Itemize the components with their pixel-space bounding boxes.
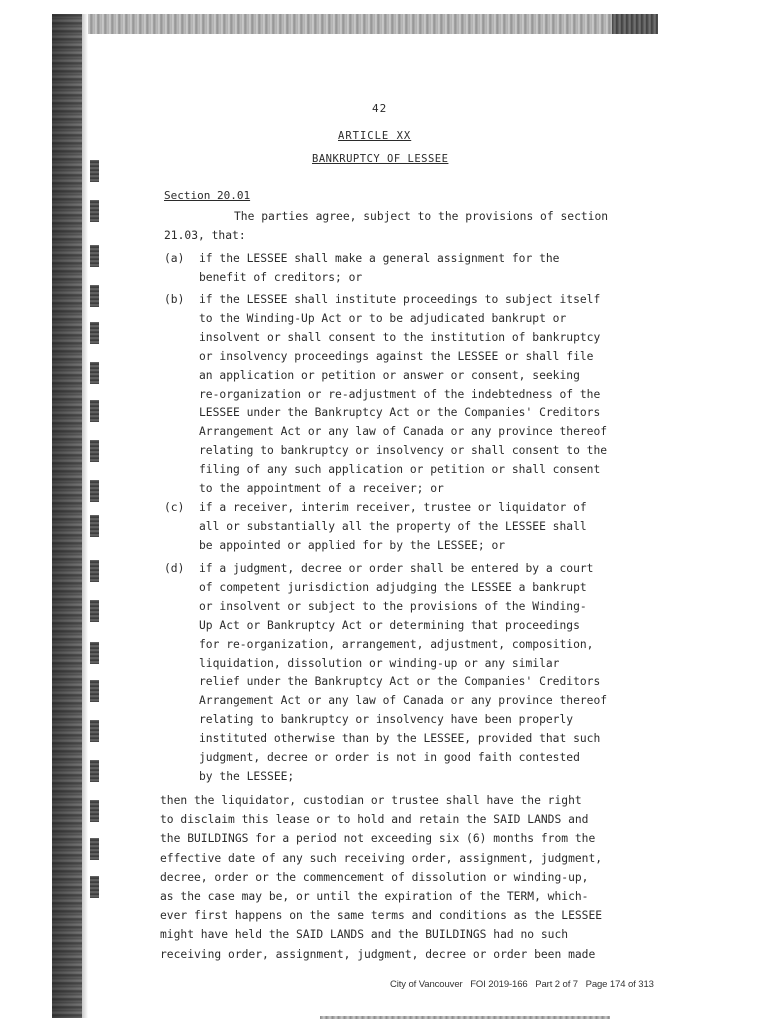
scan-edge-top-corner [612,14,658,34]
list-item-line: Up Act or Bankruptcy Act or determining that proceedings [199,619,580,632]
punch-hole-mark [90,760,99,782]
punch-hole-mark [90,876,99,898]
list-item-line: liquidation, dissolution or winding-up or any similar [199,657,560,670]
list-item-label: (d) [164,562,185,575]
punch-hole-mark [90,800,99,822]
page-footer: City of Vancouver FOI 2019-166 Part 2 of 7 Page 174 of 313 [390,979,654,990]
punch-hole-mark [90,720,99,742]
punch-hole-mark [90,322,99,344]
list-item-label: (c) [164,501,185,514]
closing-paragraph-line: the BUILDINGS for a period not exceeding six (6) months from the [160,832,596,845]
scan-edge-bottom [320,1016,610,1019]
list-item-line: to the Winding-Up Act or to be adjudicated bankrupt or [199,312,567,325]
list-item-label: (b) [164,293,185,306]
article-subtitle: BANKRUPTCY OF LESSEE [312,153,449,165]
list-item-line: if a judgment, decree or order shall be entered by a court [199,562,594,575]
list-item-line: benefit of creditors; or [199,271,363,284]
punch-hole-mark [90,362,99,384]
punch-hole-mark [90,515,99,537]
list-item-line: be appointed or applied for by the LESSEE; or [199,539,506,552]
punch-hole-mark [90,680,99,702]
scan-edge-top [52,14,658,34]
list-item-line: re-organization or re-adjustment of the indebtedness of the [199,388,601,401]
punch-hole-mark [90,560,99,582]
closing-paragraph-line: effective date of any such receiving order, assignment, judgment, [160,852,603,865]
closing-paragraph-line: to disclaim this lease or to hold and retain the SAID LANDS and [160,813,589,826]
closing-paragraph-line: might have held the SAID LANDS and the BUILDINGS had no such [160,928,569,941]
closing-paragraph-line: as the case may be, or until the expiration of the TERM, which- [160,890,589,903]
list-item-line: if the LESSEE shall make a general assignment for the [199,252,560,265]
punch-hole-mark [90,440,99,462]
list-item-line: insolvent or shall consent to the institution of bankruptcy [199,331,601,344]
list-item-line: or insolvent or subject to the provisions of the Winding- [199,600,587,613]
page-number: 42 [372,102,388,115]
list-item-line: judgment, decree or order is not in good faith contested [199,751,580,764]
list-item-line: or insolvency proceedings against the LESSEE or shall file [199,350,594,363]
scan-binding-shadow [82,14,88,1018]
closing-paragraph-line: decree, order or the commencement of dissolution or winding-up, [160,871,589,884]
list-item-line: filing of any such application or petition or shall consent [199,463,601,476]
list-item-line: for re-organization, arrangement, adjustment, composition, [199,638,594,651]
list-item-line: if the LESSEE shall institute proceedings to subject itself [199,293,601,306]
list-item-line: relating to bankruptcy or insolvency have been properly [199,713,574,726]
list-item-label: (a) [164,252,185,265]
scan-binding-edge [52,14,82,1018]
punch-hole-mark [90,285,99,307]
list-item-line: an application or petition or answer or consent, seeking [199,369,580,382]
list-item-line: to the appointment of a receiver; or [199,482,444,495]
punch-hole-mark [90,642,99,664]
list-item-line: Arrangement Act or any law of Canada or any province thereof [199,425,608,438]
closing-paragraph-line: ever first happens on the same terms and conditions as the LESSEE [160,909,603,922]
closing-paragraph-line: then the liquidator, custodian or trustee shall have the right [160,794,582,807]
punch-hole-mark [90,480,99,502]
section-heading: Section 20.01 [164,189,251,202]
punch-hole-mark [90,200,99,222]
punch-hole-mark [90,400,99,422]
intro-line: 21.03, that: [164,229,246,242]
punch-hole-mark [90,838,99,860]
closing-paragraph-line: receiving order, assignment, judgment, decree or order been made [160,948,596,961]
list-item-line: of competent jurisdiction adjudging the LESSEE a bankrupt [199,581,587,594]
punch-hole-mark [90,600,99,622]
list-item-line: if a receiver, interim receiver, trustee or liquidator of [199,501,587,514]
list-item-line: all or substantially all the property of the LESSEE shall [199,520,587,533]
list-item-line: relating to bankruptcy or insolvency or shall consent to the [199,444,608,457]
list-item-line: Arrangement Act or any law of Canada or any province thereof [199,694,608,707]
article-title: ARTICLE XX [338,130,412,142]
intro-line: The parties agree, subject to the provisions of section [234,210,609,223]
list-item-line: relief under the Bankruptcy Act or the Companies' Creditors [199,675,601,688]
punch-hole-mark [90,245,99,267]
list-item-line: instituted otherwise than by the LESSEE, provided that such [199,732,601,745]
list-item-line: by the LESSEE; [199,770,295,783]
punch-hole-mark [90,160,99,182]
list-item-line: LESSEE under the Bankruptcy Act or the Companies' Creditors [199,406,601,419]
